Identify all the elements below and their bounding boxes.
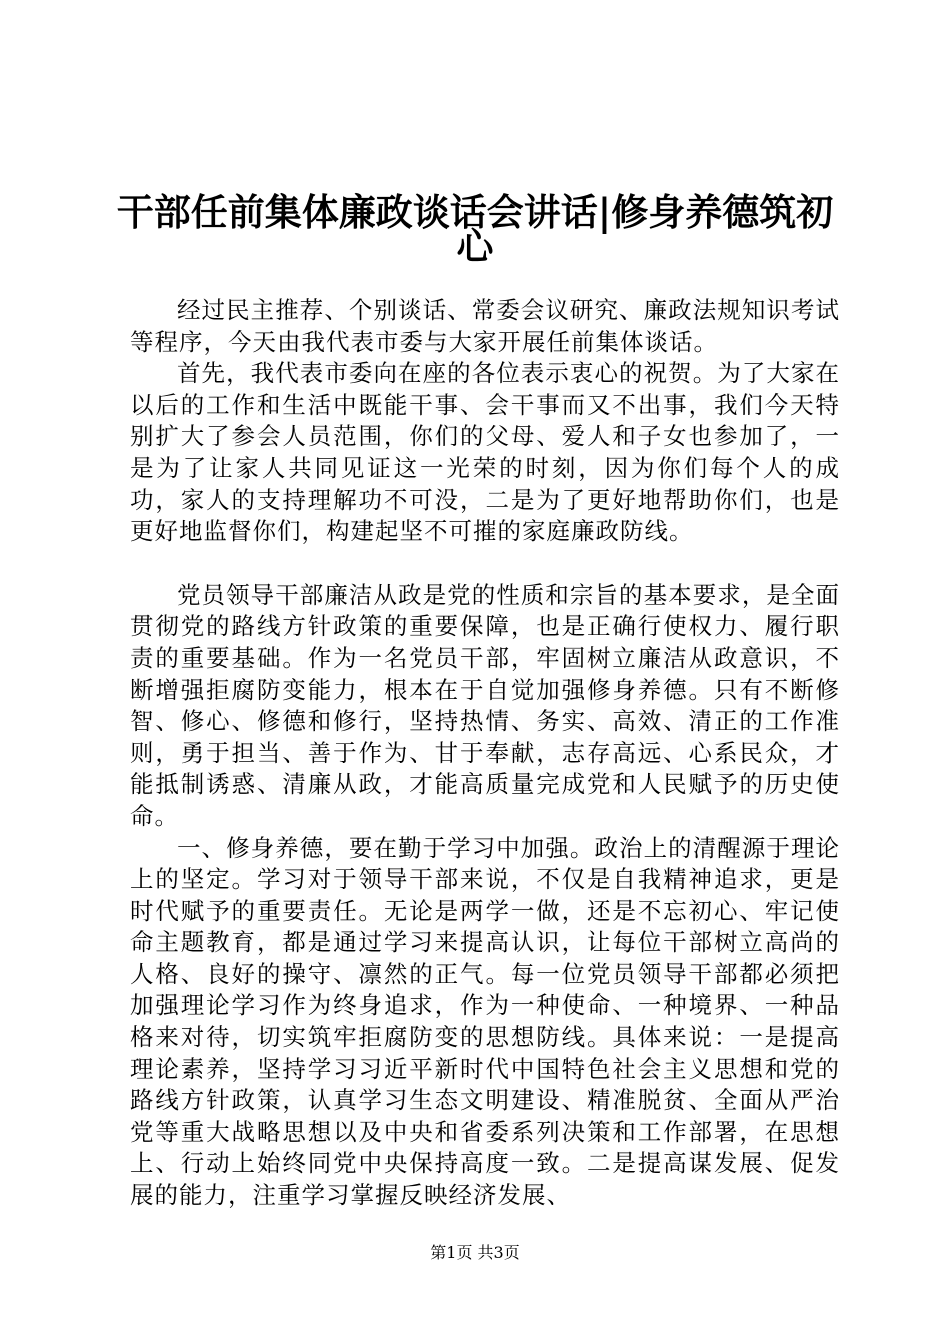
page-footer: 第1页 共3页: [430, 1243, 520, 1262]
paragraph-2: 首先，我代表市委向在座的各位表示衷心的祝贺。为了大家在以后的工作和生活中既能干事、会干事而又不出事，我们今天特别扩大了参会人员范围，你们的父母、爱人和子女也参加了，一是为了让家人共同见证这一光荣的时刻，因为你们每个人的成功，家人的支持理解功不可没，二是为了更好地帮助你们，也是更好地监督你们，构建起坚不可摧的家庭廉政防线。: [130, 359, 840, 546]
document-title-line-1: 干部任前集体廉政谈话会讲话|修身养德筑初: [116, 190, 834, 234]
document-body: [130, 295, 840, 1212]
document-title-line-2: 心: [456, 224, 494, 268]
paragraph-3: 党员领导干部廉洁从政是党的性质和宗旨的基本要求，是全面贯彻党的路线方针政策的重要保障，也是正确行使权力、履行职责的重要基础。作为一名党员干部，牢固树立廉洁从政意识，不断增强拒腐防变能力，根本在于自觉加强修身养德。只有不断修智、修心、修德和修行，坚持热情、务实、高效、清正的工作准则，勇于担当、善于作为、甘于奉献，志存高远、心系民众，才能抵制诱惑、清廉从政，才能高质量完成党和人民赋予的历史使命。: [130, 580, 840, 830]
paragraph-4: 一、修身养德，要在勤于学习中加强。政治上的清醒源于理论上的坚定。学习对于领导干部来说，不仅是自我精神追求，更是时代赋予的重要责任。无论是两学一做，还是不忘初心、牢记使命主题教育，都是通过学习来提高认识，让每位干部树立高尚的人格、良好的操守、凛然的正气。每一位党员领导干部都必须把加强理论学习作为终身追求，作为一种使命、一种境界、一种品格来对待，切实筑牢拒腐防变的思想防线。具体来说：一是提高理论素养，坚持学习习近平新时代中国特色社会主义思想和党的路线方针政策，认真学习生态文明建设、精准脱贫、全面从严治党等重大战略思想以及中央和省委系列决策和工作部署，在思想上、行动上始终同党中央保持高度一致。二是提高谋发展、促发展的能力，注重学习掌握反映经济发展、: [130, 833, 840, 1210]
paragraph-1: 经过民主推荐、个别谈话、常委会议研究、廉政法规知识考试等程序，今天由我代表市委与大家开展任前集体谈话。: [130, 296, 840, 356]
